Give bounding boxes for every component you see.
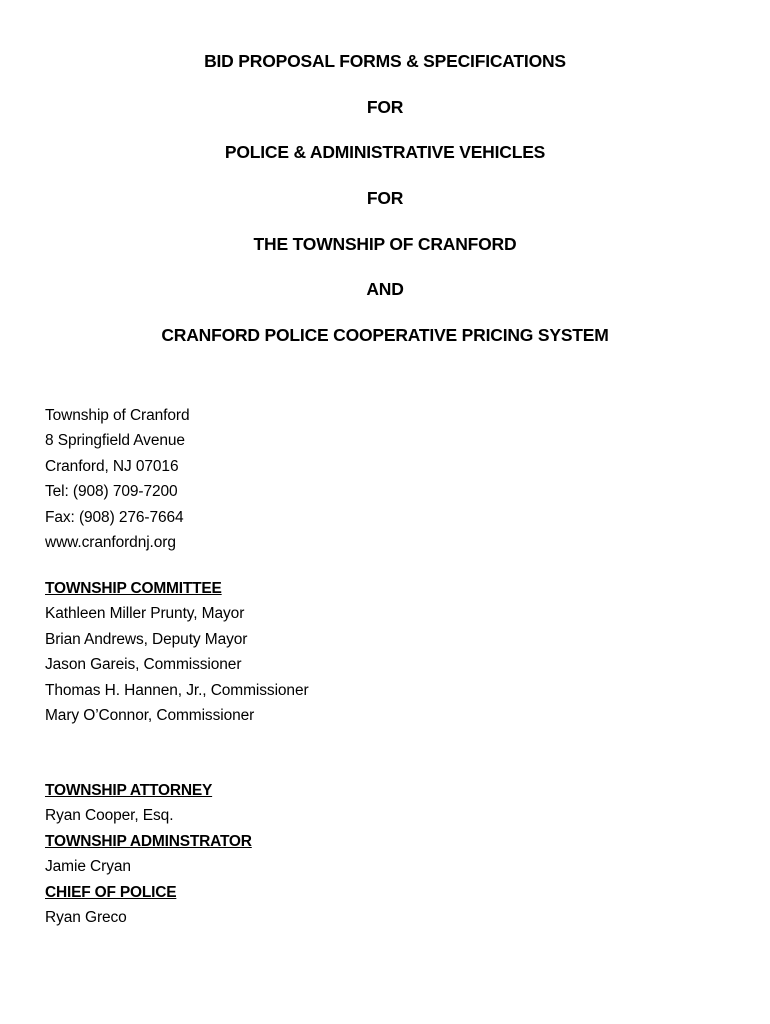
administrator-heading: TOWNSHIP ADMINSTRATOR [45, 832, 252, 850]
township-officials-section [45, 778, 252, 930]
title-line: CRANFORD POLICE COOPERATIVE PRICING SYSTEM [161, 325, 609, 346]
website: www.cranfordnj.org [45, 534, 176, 552]
title-line: THE TOWNSHIP OF CRANFORD [253, 233, 517, 254]
committee-member: Kathleen Miller Prunty, Mayor [45, 605, 245, 623]
title-line: BID PROPOSAL FORMS & SPECIFICATIONS [204, 51, 566, 71]
title-line: FOR [366, 96, 404, 117]
police-chief-name: Ryan Greco [45, 909, 127, 927]
attorney-name: Ryan Cooper, Esq. [45, 807, 174, 825]
title-line: POLICE & ADMINISTRATIVE VEHICLES [224, 142, 546, 163]
township-committee-section [45, 576, 309, 728]
committee-member: Jason Gareis, Commissioner [45, 656, 242, 674]
township-name: Township of Cranford [45, 407, 190, 424]
title-line: AND [366, 279, 404, 300]
administrator-name: Jamie Cryan [45, 858, 131, 876]
fax-number: Fax: (908) 276-7664 [45, 508, 184, 526]
committee-member: Mary O’Connor, Commissioner [45, 707, 255, 725]
committee-heading: TOWNSHIP COMMITTEE [45, 580, 222, 597]
committee-member: Brian Andrews, Deputy Mayor [45, 630, 248, 648]
attorney-heading: TOWNSHIP ATTORNEY [45, 782, 213, 799]
document-title [0, 48, 770, 368]
police-chief-heading: CHIEF OF POLICE [45, 883, 177, 901]
street-address: 8 Springfield Avenue [45, 432, 185, 450]
title-line: FOR [366, 188, 404, 209]
city-state-zip: Cranford, NJ 07016 [45, 457, 179, 475]
telephone: Tel: (908) 709-7200 [45, 483, 178, 501]
contact-address [45, 403, 189, 555]
committee-member: Thomas H. Hannen, Jr., Commissioner [45, 681, 309, 699]
